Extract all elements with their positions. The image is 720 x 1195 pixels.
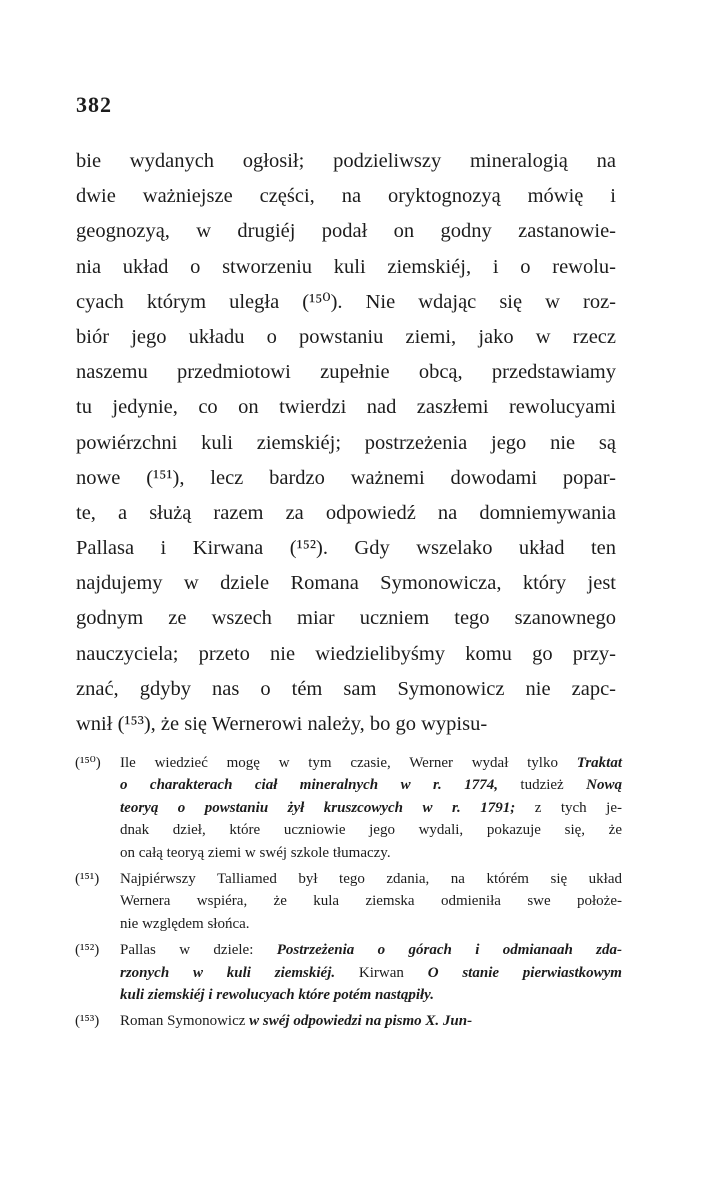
text-line: geognozyą, w drugiéj podał on godny zastanowie- — [76, 220, 616, 243]
text-line: najdujemy w dziele Romana Symonowicza, który jest — [76, 572, 616, 595]
footnote-line — [120, 984, 622, 1006]
italic-text: Postrzeżenia o górach i odmianaah zda- — [276, 942, 622, 959]
page-number: 382 — [76, 92, 112, 117]
text-line: te, a służą razem za odpowiedź na domniemywania — [76, 501, 616, 524]
footnote-text: Roman Symonowicz — [120, 1013, 250, 1030]
footnote-text: Kirwan — [335, 964, 428, 981]
italic-text: Nową — [586, 777, 622, 794]
text-line: dwie ważniejsze części, na oryktognozyą mówię i — [76, 185, 616, 208]
footnotes — [76, 752, 622, 1037]
text-line: naszemu przedmiotowi zupełnie obcą, przedstawiamy — [76, 361, 616, 384]
text-line: nowe (¹⁵¹), lecz bardzo ważnemi dowodami popar- — [76, 466, 616, 489]
footnote-line — [120, 939, 622, 961]
text-line: wnił (¹⁵³), że się Wernerowi należy, bo go wypisu- — [76, 713, 488, 735]
text-line: tu jedynie, co on twierdzi nad zaszłemi rewolucyami — [76, 396, 616, 419]
footnote-mark: (¹⁵³) — [75, 1013, 100, 1030]
footnote-mark: (¹⁵²) — [75, 942, 100, 959]
text-line: powiérzchni kuli ziemskiéj; postrzeżenia jego nie są — [76, 431, 616, 454]
text-line: cyach którym uległa (¹⁵⁰). Nie wdając się w roz- — [76, 290, 616, 313]
italic-text: O stanie pierwiastkowym — [427, 964, 622, 981]
footnote-line — [120, 819, 622, 841]
italic-text: Traktat — [576, 755, 622, 771]
footnote-text: Ile wiedzieć mogę w tym czasie, Werner wydał tylko — [120, 755, 577, 771]
footnote — [76, 752, 622, 864]
italic-text: rzonych w kuli ziemskiéj. — [120, 964, 336, 981]
footnote-line — [120, 868, 622, 890]
footnote-line — [120, 797, 622, 819]
footnote-line — [120, 1010, 622, 1032]
text-line: nia układ o stworzeniu kuli ziemskiéj, i o rewolu- — [76, 255, 616, 278]
text-line: bie wydanych ogłosił; podzieliwszy mineralogią na — [76, 150, 616, 172]
footnote-text: z tych je- — [515, 799, 622, 816]
footnote — [76, 939, 622, 1006]
footnote-text: nie względem słońca. — [120, 915, 250, 932]
footnote-text: Wernera wspiéra, że kula ziemska odmieniła swe położe- — [120, 893, 622, 910]
footnote-line — [120, 752, 622, 774]
footnote-line — [120, 913, 622, 935]
footnote — [76, 868, 622, 935]
text-line: nauczyciela; przeto nie wiedzielibyśmy komu go przy- — [76, 642, 616, 665]
italic-text: o charakterach ciał mineralnych w r. 1774, — [120, 777, 498, 794]
italic-text: w swéj odpowiedzi na pismo X. Jun- — [249, 1013, 473, 1030]
italic-text: kuli ziemskiéj i rewolucyach które potém nastąpiły. — [120, 986, 435, 1003]
footnote-line — [120, 842, 622, 864]
text-line: godnym ze wszech miar uczniem tego szanownego — [76, 607, 616, 630]
footnote-text: Pallas w dziele: — [120, 942, 277, 959]
footnote-mark: (¹⁵⁰) — [75, 755, 101, 771]
footnote-line — [120, 774, 622, 796]
body-text — [76, 144, 616, 742]
footnote-line — [120, 962, 622, 984]
text-line: Pallasa i Kirwana (¹⁵²). Gdy wszelako układ ten — [76, 537, 616, 560]
footnote-text: tudzież — [497, 777, 587, 794]
text-line: znać, gdyby nas o tém sam Symonowicz nie zapc- — [76, 677, 616, 700]
footnote-text: on całą teoryą ziemi w swéj szkole tłumaczy. — [120, 844, 391, 861]
italic-text: teoryą o powstaniu żył kruszcowych w r. 1791; — [120, 799, 516, 816]
footnote — [76, 1010, 622, 1032]
footnote-text: dnak dzieł, które uczniowie jego wydali, pokazuje się, że — [120, 822, 622, 839]
footnote-mark: (¹⁵¹) — [75, 870, 100, 887]
footnote-text: Najpiérwszy Talliamed był tego zdania, na którém się układ — [120, 870, 622, 887]
text-line: biór jego układu o powstaniu ziemi, jako w rzecz — [76, 325, 616, 348]
footnote-line — [120, 890, 622, 912]
